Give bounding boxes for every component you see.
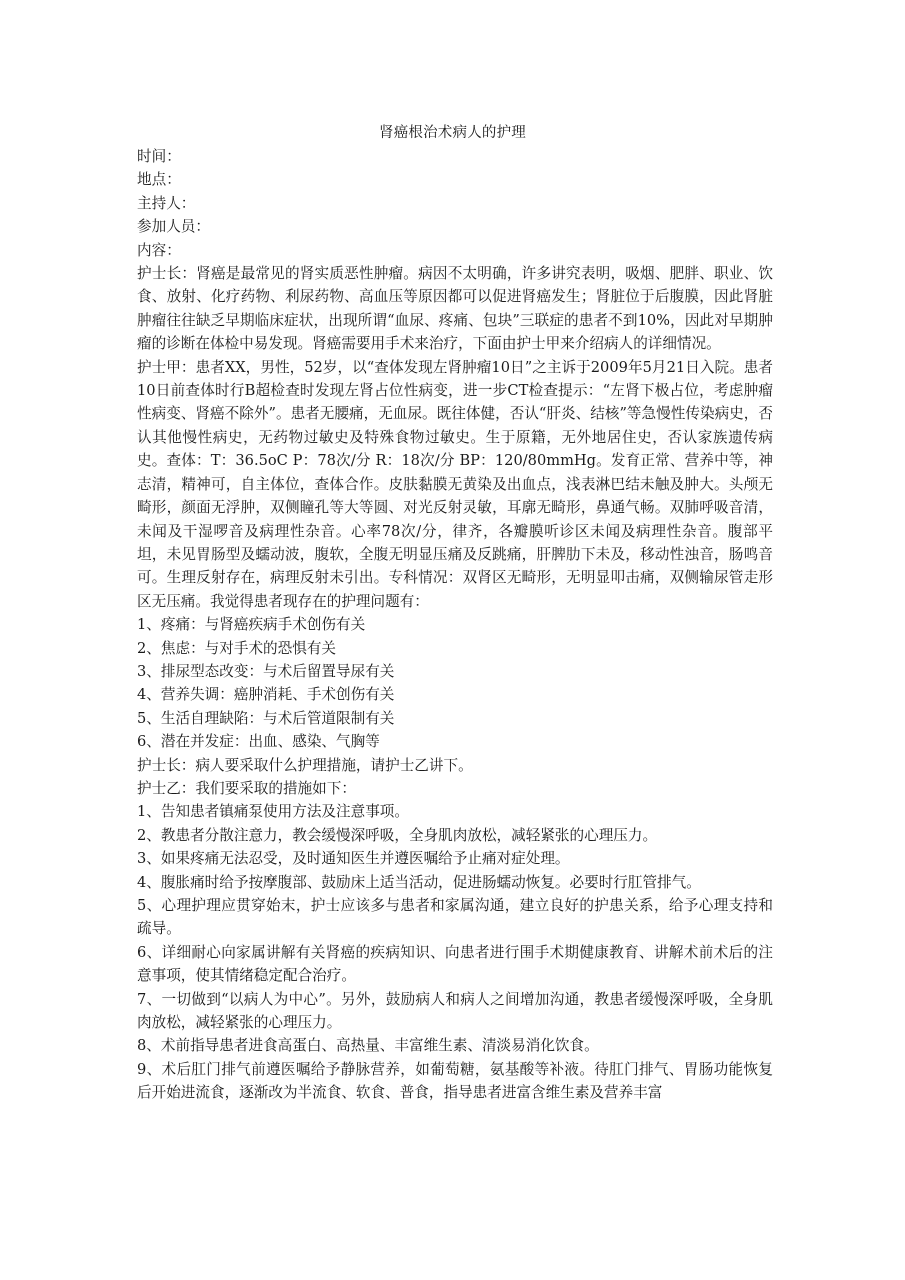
head-nurse-question: 护士长：病人要采取什么护理措施，请护士乙讲下。 xyxy=(137,756,473,774)
nursing-measure-item: 7、一切做到“以病人为中心”。另外，鼓励病人和病人之间增加沟通，教患者缓慢深呼吸，全身肌肉放松，减轻紧张的心理压力。 xyxy=(137,990,773,1032)
nursing-measure-item: 6、详细耐心向家属讲解有关肾癌的疾病知识、向患者进行围手术期健康教育、讲解术前术后的注意事项，使其情绪稳定配合治疗。 xyxy=(137,943,773,985)
nursing-measure-item: 5、心理护理应贯穿始末，护士应该多与患者和家属沟通，建立良好的护患关系，给予心理支持和疏导。 xyxy=(137,897,773,938)
nursing-measure-item: 9、术后肛门排气前遵医嘱给予静脉营养，如葡萄糖，氨基酸等补液。待肛门排气、胃肠功能恢复后开始进流食，逐渐改为半流食、软食、普食，指导患者进富含维生素及营养丰富 xyxy=(137,1060,773,1102)
nursing-measure-item: 4、腹胀痛时给予按摩腹部、鼓励床上适当活动，促进肠蠕动恢复。必要时行肛管排气。 xyxy=(137,873,701,891)
meeting-participants: 参加人员： xyxy=(137,218,210,236)
meeting-location: 地点： xyxy=(137,171,181,189)
nursing-measure-item: 2、教患者分散注意力，教会缓慢深呼吸，全身肌肉放松，减轻紧张的心理压力。 xyxy=(137,826,658,844)
nursing-measure-item: 1、告知患者镇痛泵使用方法及注意事项。 xyxy=(137,803,409,821)
document-body xyxy=(137,145,773,1105)
head-nurse-intro-paragraph: 护士长：肾癌是最常见的肾实质恶性肿瘤。病因不太明确，许多讲究表明，吸烟、肥胖、职业、饮食、放射、化疗药物、利尿药物、高血压等原因都可以促进肾癌发生；肾脏位于后腹膜，因此肾脏肿瘤往往缺乏早期临床症状，出现所谓“血尿、疼痛、包块”三联症的患者不到10%，因此对早期肿瘤的诊断在体检中易发现。肾癌需要用手术来治疗，下面由护士甲来介绍病人的详细情况。 xyxy=(137,265,773,353)
nursing-problem-item: 6、潜在并发症：出血、感染、气胸等 xyxy=(137,733,380,751)
meeting-time: 时间： xyxy=(137,148,181,165)
nurse-a-case-paragraph: 护士甲：患者XX，男性，52岁，以“查体发现左肾肿瘤10日”之主诉于2009年5月21日入院。患者10日前查体时行B超检查时发现左肾占位性病变，进一步CT检查提示：“左肾下极占位，考虑肿瘤性病变、肾癌不除外”。患者无腰痛，无血尿。既往体健，否认“肝炎、结核”等急慢性传染病史，否认其他慢性病史，无药物过敏史及特殊食物过敏史。生于原籍，无外地居住史，否认家族遗传病史。查体：T：36.5oC P：78次/分 R：18次/分 BP：120/80mmHg。发育正常、营养中等，神志清，精神可，自主体位，查体合作。皮肤黏膜无黄染及出血点，浅表淋巴结未触及肿大。头颅无畸形，颜面无浮肿，双侧瞳孔等大等圆、对光反射灵敏，耳廓无畸形，鼻通气畅。双肺呼吸音清，未闻及干湿啰音及病理性杂音。心率78次/分，律齐，各瓣膜听诊区未闻及病理性杂音。腹部平坦，未见胃肠型及蠕动波，腹软，全腹无明显压痛及反跳痛，肝脾肋下未及，移动性浊音，肠鸣音可。生理反射存在，病理反射未引出。专科情况：双肾区无畸形，无明显叩击痛，双侧输尿管走形区无压痛。我觉得患者现存在的护理问题有： xyxy=(137,358,773,610)
meeting-host: 主持人： xyxy=(137,194,196,212)
nursing-measure-item: 3、如果疼痛无法忍受，及时通知医生并遵医嘱给予止痛对症处理。 xyxy=(137,850,570,868)
nursing-problem-item: 3、排尿型态改变：与术后留置导尿有关 xyxy=(137,662,395,680)
meeting-content-label: 内容： xyxy=(137,241,181,259)
nursing-measure-item: 8、术前指导患者进食高蛋白、高热量、丰富维生素、清淡易消化饮食。 xyxy=(137,1037,599,1055)
nurse-b-intro: 护士乙：我们要采取的措施如下： xyxy=(137,779,356,797)
nursing-problem-item: 4、营养失调：癌肿消耗、手术创伤有关 xyxy=(137,686,395,704)
nursing-problem-item: 2、焦虑：与对手术的恐惧有关 xyxy=(137,639,337,657)
document-title: 肾癌根治术病人的护理 xyxy=(379,125,526,141)
nursing-problem-item: 5、生活自理缺陷：与术后管道限制有关 xyxy=(137,709,395,727)
nursing-problem-item: 1、疼痛：与肾癌疾病手术创伤有关 xyxy=(137,616,366,634)
